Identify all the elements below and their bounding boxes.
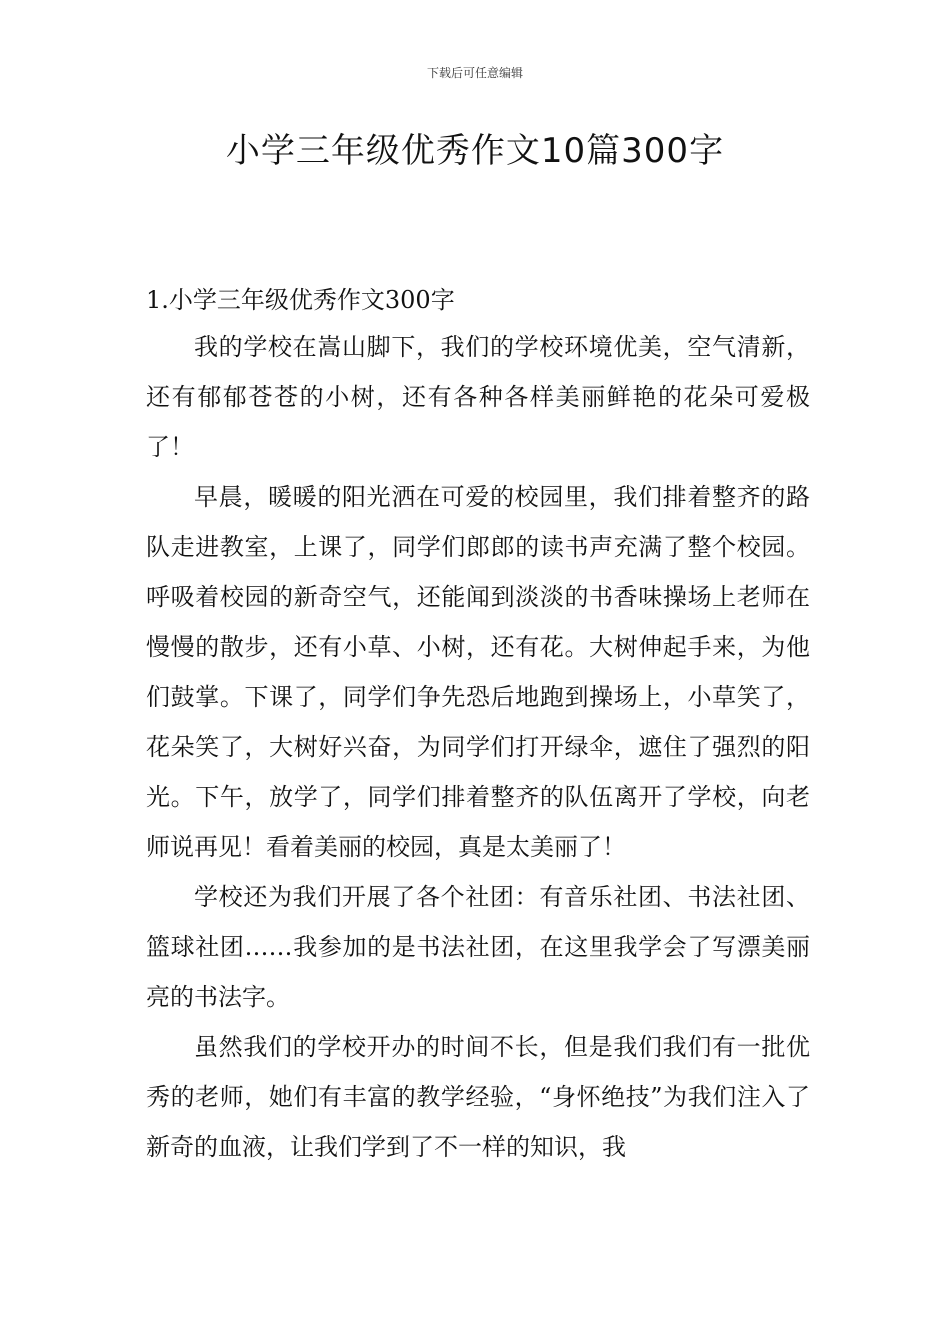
page-header-note: 下载后可任意编辑 (426, 66, 523, 80)
document-body (146, 278, 810, 1172)
paragraph: 我的学校在嵩山脚下，我们的学校环境优美，空气清新，还有郁郁苍苍的小树，还有各种各样美丽鲜艳的花朵可爱极了！ (146, 333, 810, 461)
paragraph: 早晨，暖暖的阳光洒在可爱的校园里，我们排着整齐的路队走进教室，上课了，同学们郎郎的读书声充满了整个校园。呼吸着校园的新奇空气，还能闻到淡淡的书香味操场上老师在慢慢的散步，还有小草、小树，还有花。大树伸起手来，为他们鼓掌。下课了，同学们争先恐后地跑到操场上，小草笑了，花朵笑了，大树好兴奋，为同学们打开绿伞，遮住了强烈的阳光。下午，放学了，同学们排着整齐的队伍离开了学校，向老师说再见！看着美丽的校园，真是太美丽了！ (146, 483, 810, 861)
paragraph: 学校还为我们开展了各个社团：有音乐社团、书法社团、篮球社团……我参加的是书法社团，在这里我学会了写漂美丽亮的书法字。 (146, 883, 810, 1011)
paragraph: 虽然我们的学校开办的时间不长，但是我们我们有一批优秀的老师，她们有丰富的教学经验，“身怀绝技”为我们注入了新奇的血液，让我们学到了不一样的知识，我 (146, 1033, 810, 1161)
document-title: 小学三年级优秀作文10篇300字 (225, 131, 725, 171)
section-heading: 1.小学三年级优秀作文300字 (146, 286, 455, 314)
